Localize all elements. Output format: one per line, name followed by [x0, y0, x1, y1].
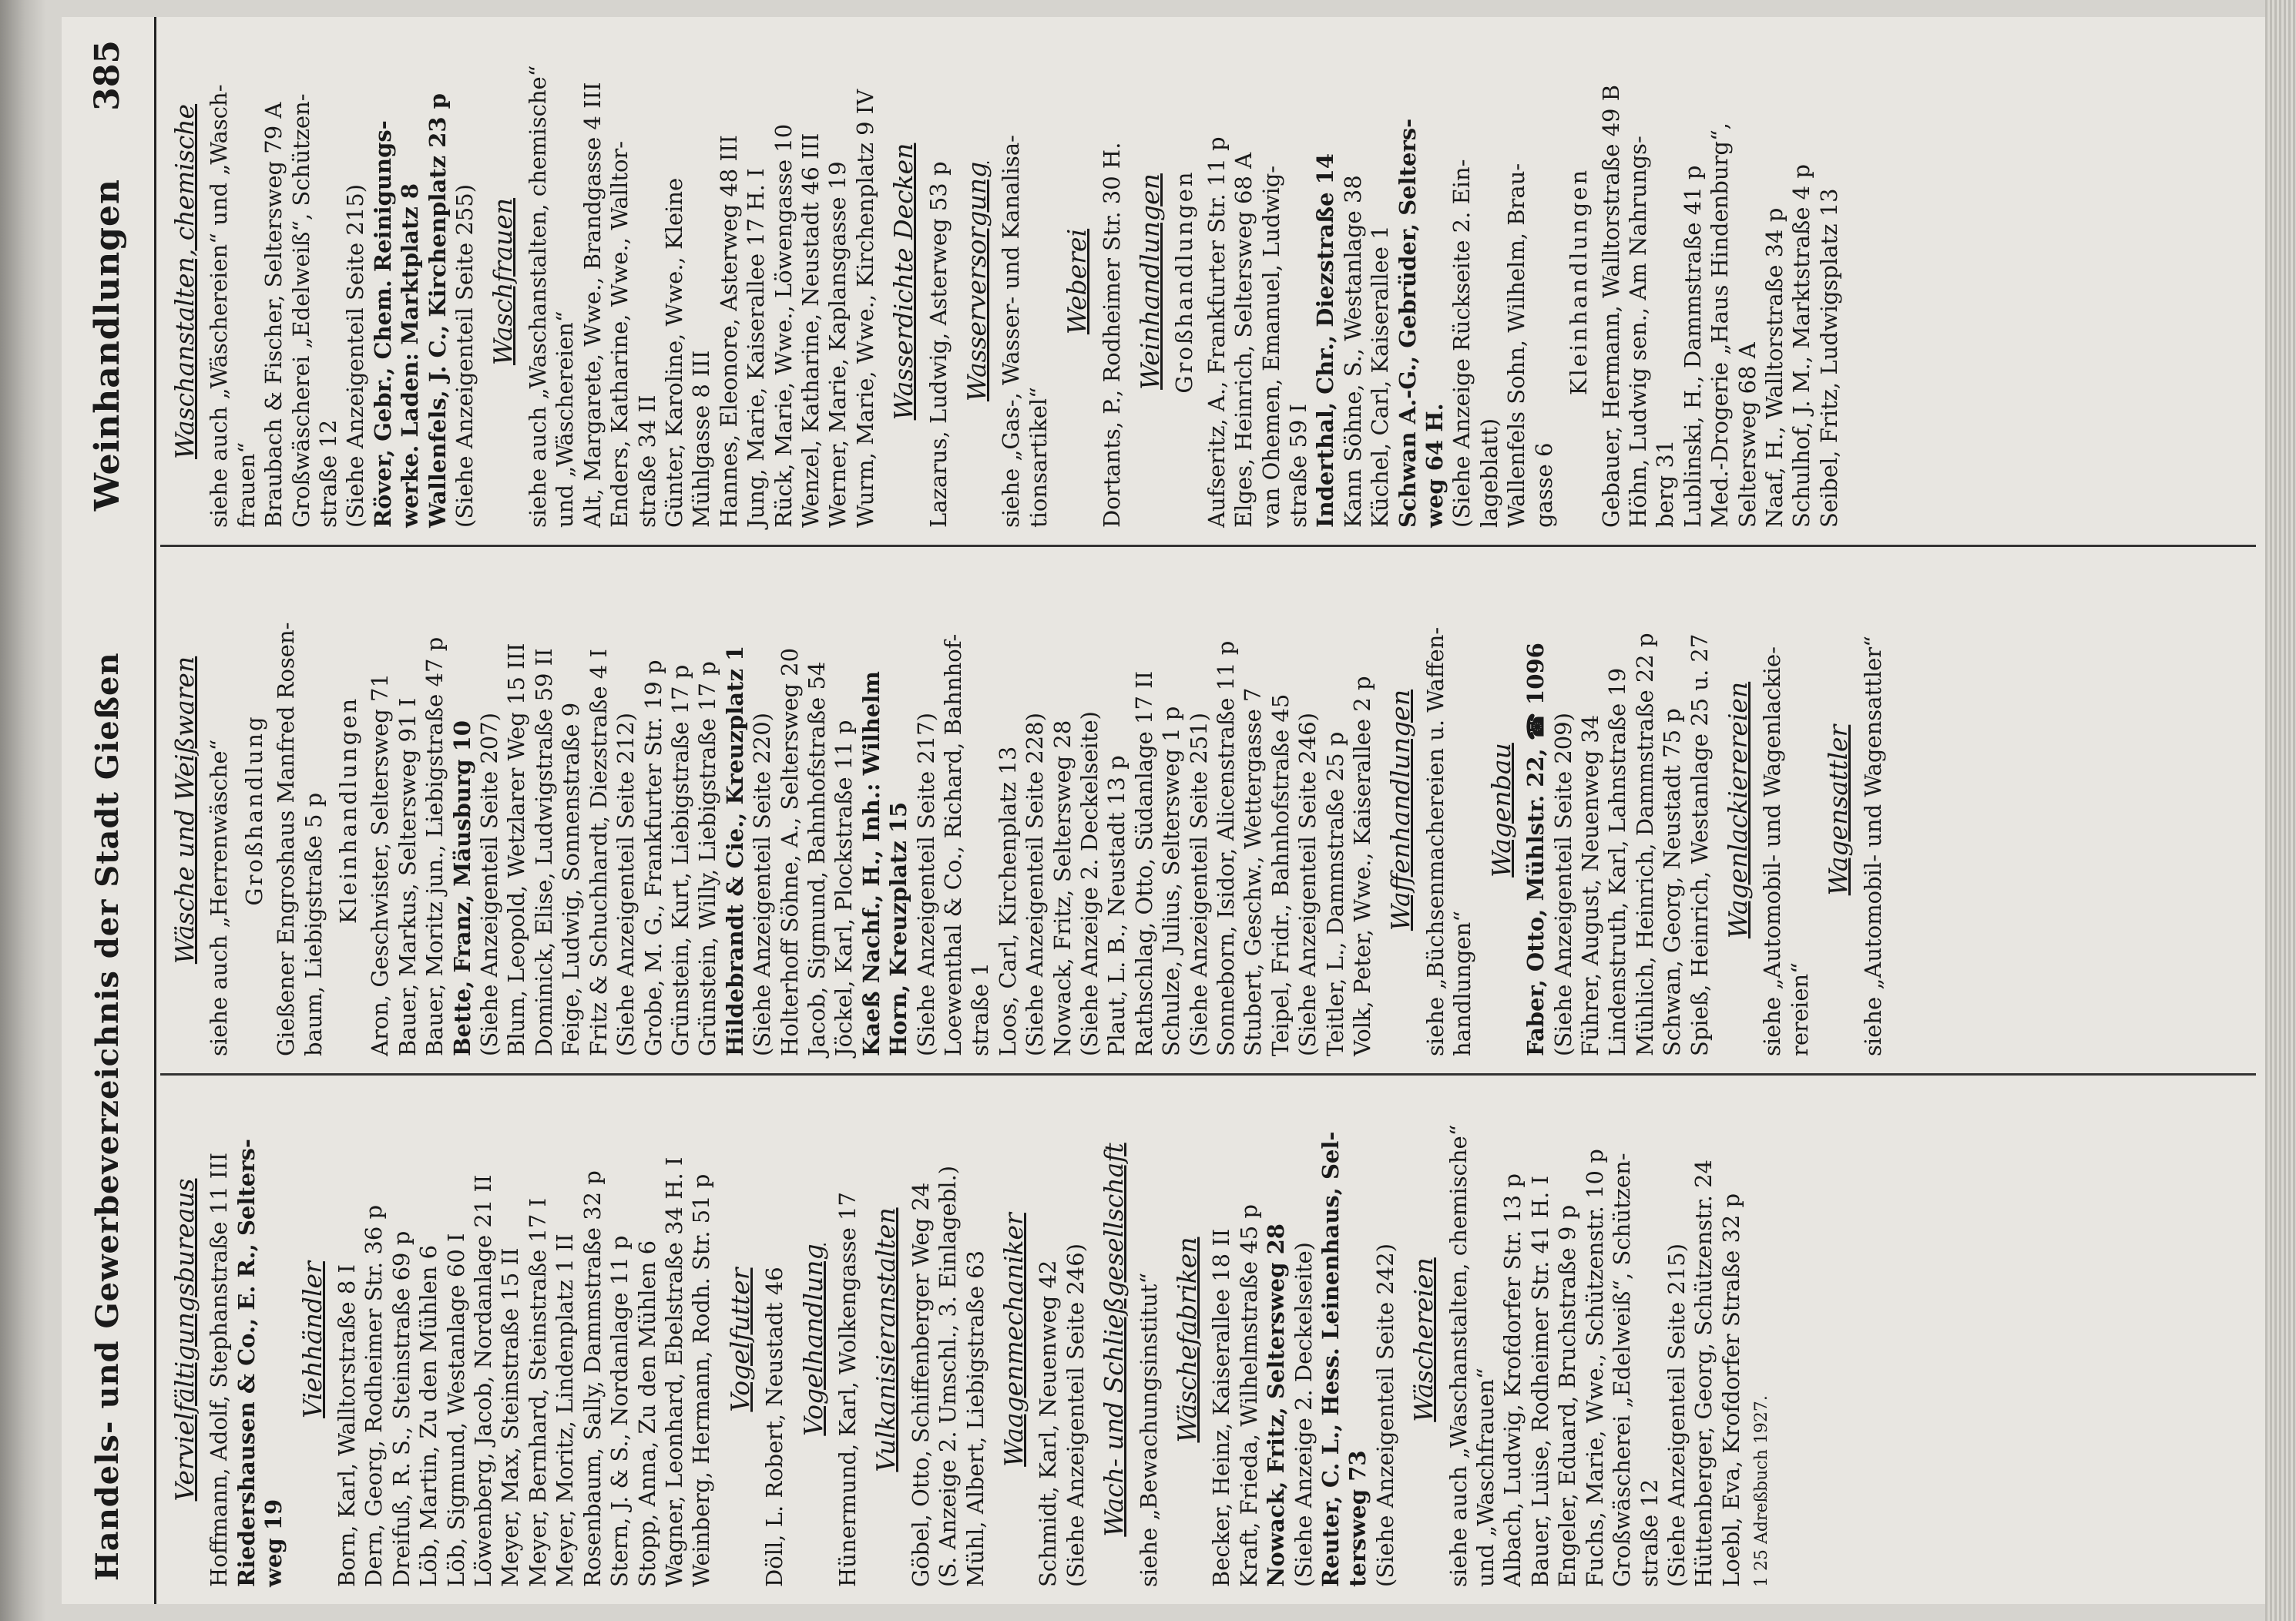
directory-entry: Mühl, Albert, Liebigstraße 63 — [962, 1250, 989, 1587]
section-heading: Weberei — [1062, 228, 1093, 335]
section-heading: Viehhändler — [297, 1261, 327, 1418]
directory-entry: Rathschlag, Otto, Südanlage 17 II — [1130, 670, 1157, 1056]
directory-entry: Schulze, Julius, Seltersweg 1 p — [1158, 706, 1185, 1056]
directory-entry: Mühlich, Heinrich, Dammstraße 22 p — [1631, 633, 1658, 1056]
directory-entry: Grünstein, Kurt, Liebigstraße 17 p — [666, 664, 693, 1056]
directory-entry: Mühlgasse 8 III — [688, 350, 715, 528]
directory-entry: (Siehe Anzeigenteil Seite 209) — [1549, 712, 1576, 1056]
directory-entry: (Siehe Anzeigenteil Seite 207) — [476, 712, 503, 1056]
section-heading: Wäschereien — [1408, 1257, 1439, 1422]
directory-entry-bold: Riedershausen & Co., E. R., Selters- — [233, 1139, 260, 1587]
directory-entry-bold: Nowack, Fritz, Seltersweg 28 — [1263, 1223, 1290, 1587]
subsection-heading: Kleinhandlungen — [1566, 167, 1593, 396]
column-2 — [160, 547, 2256, 1076]
directory-entry: Feige, Ludwig, Sonnenstraße 9 — [558, 702, 585, 1056]
directory-entry: Großwäscherei „Edelweiß“, Schützen- — [287, 93, 314, 528]
directory-entry: van Ohemen, Emanuel, Ludwig- — [1257, 165, 1284, 528]
cross-reference: siehe „Automobil- und Wagensattler“ — [1859, 636, 1886, 1056]
directory-entry-bold: werke. Laden: Marktplatz 8 — [397, 183, 424, 528]
directory-entry: Naaf, H., Walltorstraße 34 p — [1761, 207, 1787, 528]
directory-entry: Döll, L. Robert, Neustadt 46 — [761, 1267, 788, 1587]
section-heading: Wäschefabriken — [1172, 1237, 1202, 1443]
directory-entry: Teitler, L., Dammstraße 25 p — [1321, 731, 1348, 1056]
directory-entry: Seltersweg 68 A — [1734, 342, 1761, 528]
directory-entry: Holterhoff Söhne, A., Seltersweg 20 — [776, 647, 803, 1056]
cross-reference: frauen“ — [233, 441, 260, 528]
directory-entry-bold: Bette, Franz, Mäusburg 10 — [448, 720, 475, 1056]
directory-entry: Lindenstruth, Karl, Lahnstraße 19 — [1604, 667, 1631, 1056]
directory-entry-bold: Reuter, C. L., Hess. Leinenhaus, Sel- — [1318, 1131, 1344, 1587]
directory-entry: Loos, Carl, Kirchenplatz 13 — [994, 746, 1021, 1056]
directory-entry-bold: Hildebrandt & Cie., Kreuzplatz 1 — [721, 645, 748, 1056]
directory-entry: Hoffmann, Adolf, Stephanstraße 11 III — [206, 1152, 233, 1587]
directory-entry: (Siehe Anzeige 2. Deckelseite) — [1290, 1242, 1317, 1587]
directory-entry: Braubach & Fischer, Seltersweg 79 A — [260, 102, 287, 528]
page-header — [62, 17, 156, 1604]
directory-entry: Meyer, Moritz, Lindenplatz 1 II — [552, 1233, 579, 1587]
directory-entry: Dreifuß, R. S., Steinstraße 69 p — [388, 1230, 415, 1587]
directory-entry: Göbel, Otto, Schiffenberger Weg 24 — [907, 1182, 934, 1587]
section-heading: Wagensattler — [1823, 724, 1854, 896]
directory-entry: Jöckel, Karl, Plockstraße 11 p — [831, 720, 858, 1056]
section-heading: Waschfrauen — [488, 197, 519, 366]
subsection-heading: Großhandlungen — [1171, 169, 1198, 394]
directory-entry: Schwan, Georg, Neustadt 75 p — [1659, 708, 1686, 1056]
directory-entry: Spieß, Heinrich, Westanlage 25 u. 27 — [1686, 633, 1713, 1056]
directory-entry: Schulhof, J. M., Marktstraße 4 p — [1788, 164, 1815, 528]
directory-entry: Günter, Karoline, Wwe., Kleine — [660, 177, 687, 528]
directory-entry: Stern, J. & S., Nordanlage 11 p — [606, 1235, 633, 1587]
directory-entry: Fuchs, Marie, Wwe., Schützenstr. 10 p — [1581, 1149, 1608, 1587]
directory-entry: Dern, Georg, Rodheimer Str. 36 p — [361, 1204, 388, 1587]
cross-reference: siehe auch „Herrenwäsche“ — [206, 739, 233, 1056]
cross-reference: und „Waschfrauen“ — [1472, 1368, 1499, 1587]
cross-reference: siehe auch „Wäschereien“ und „Wasch- — [206, 84, 233, 528]
directory-entry: Med.-Drogerie „Haus Hindenburg“, — [1707, 122, 1734, 528]
directory-entry: Meyer, Bernhard, Steinstraße 17 I — [524, 1197, 551, 1587]
directory-entry: Wallenfels Sohn, Wilhelm, Brau- — [1503, 163, 1530, 528]
directory-entry: (Siehe Anzeigenteil Seite 246) — [1062, 1243, 1089, 1587]
section-heading: Weinhandlungen — [1135, 173, 1165, 390]
cross-reference: siehe „Bewachungsinstitut“ — [1135, 1272, 1162, 1587]
directory-columns — [160, 17, 2256, 1604]
directory-entry: (Siehe Anzeigenteil Seite 217) — [912, 712, 939, 1056]
directory-entry: Rück, Marie, Wwe., Löwengasse 10 — [770, 123, 797, 528]
directory-entry: Hüttenberger, Georg, Schützenstr. 24 — [1690, 1160, 1717, 1587]
directory-entry: (S. Anzeige 2. Umschl., 3. Einlagebl.) — [935, 1165, 962, 1587]
directory-entry: Bauer, Moritz jun., Liebigstraße 47 p — [421, 636, 448, 1056]
directory-entry-bold: weg 64 H. — [1422, 403, 1448, 528]
directory-entry-bold: tersweg 73 — [1344, 1450, 1371, 1587]
directory-entry-bold: Inderthal, Chr., Diezstraße 14 — [1312, 153, 1339, 528]
directory-entry: Wurm, Marie, Wwe., Kirchenplatz 9 IV — [851, 89, 878, 528]
directory-entry: Führer, August, Neuenweg 34 — [1576, 714, 1603, 1056]
page-edge — [2265, 0, 2296, 1621]
column-3 — [160, 18, 2256, 547]
directory-entry: Löb, Martin, Zu den Mühlen 6 — [415, 1244, 442, 1587]
directory-entry: Seibel, Fritz, Ludwigsplatz 13 — [1815, 188, 1842, 528]
section-heading: Wasserdichte Decken — [888, 143, 919, 421]
directory-entry: (Siehe Anzeigenteil Seite 215) — [1663, 1243, 1690, 1587]
directory-entry-bold: Schwan A.-G., Gebrüder, Selters- — [1394, 118, 1421, 528]
directory-entry: Aron, Geschwister, Seltersweg 71 — [367, 673, 394, 1056]
directory-entry: gasse 6 — [1530, 442, 1557, 528]
directory-entry: Fritz & Schuchhardt, Diezstraße 4 I — [585, 649, 612, 1056]
directory-entry: Kann Söhne, S., Westanlage 38 — [1339, 175, 1366, 528]
section-heading: Vulkanisieranstalten — [871, 1207, 901, 1472]
directory-entry: Weinberg, Hermann, Rodh. Str. 51 p — [688, 1173, 715, 1587]
directory-entry: straße 12 — [1636, 1478, 1663, 1587]
directory-entry: Stopp, Anna, Zu den Mühlen 6 — [633, 1240, 660, 1587]
directory-entry: Sonneborn, Isidor, Alicenstraße 11 p — [1213, 640, 1240, 1056]
cross-reference: siehe „Automobil- und Wagenlackie- — [1759, 646, 1786, 1056]
section-heading: Wagenlackierereien — [1722, 681, 1753, 939]
directory-entry: (Siehe Anzeigenteil Seite 228) — [1022, 712, 1049, 1056]
section-heading: Wagenbau — [1485, 743, 1516, 878]
directory-entry: lageblatt) — [1475, 418, 1502, 528]
directory-entry: Küchel, Carl, Kaiserallee 1 — [1367, 225, 1394, 528]
directory-entry: (Siehe Anzeigenteil Seite 242) — [1371, 1243, 1398, 1587]
section-heading: Waagenmechaniker — [998, 1213, 1029, 1467]
column-1 — [160, 1076, 2256, 1604]
directory-entry: Schmidt, Karl, Neuenweg 42 — [1035, 1260, 1062, 1587]
section-heading: Vervielfältigungsbureaus — [170, 1178, 200, 1502]
directory-entry: (Siehe Anzeigenteil Seite 220) — [749, 712, 776, 1056]
section-heading: Waschanstalten, chemische — [170, 103, 200, 460]
cross-reference: tionsartikel“ — [1025, 387, 1052, 528]
directory-entry: Blum, Leopold, Wetzlarer Weg 15 III — [503, 643, 530, 1056]
directory-entry-bold: weg 19 — [260, 1499, 287, 1587]
directory-entry: (Siehe Anzeigenteil Seite 255) — [451, 183, 478, 528]
directory-entry: (Siehe Anzeige Rückseite 2. Ein- — [1448, 159, 1475, 528]
directory-entry: (Siehe Anzeigenteil Seite 251) — [1185, 712, 1212, 1056]
directory-entry: Lublinski, H., Dammstraße 41 p — [1679, 165, 1706, 528]
directory-entry: Grobe, M. G., Frankfurter Str. 19 p — [639, 659, 666, 1056]
directory-entry: Volk, Peter, Wwe., Kaiserallee 2 p — [1349, 676, 1376, 1056]
directory-entry: Lazarus, Ludwig, Asterweg 53 p — [925, 161, 952, 528]
directory-entry: Rosenbaum, Sally, Dammstraße 32 p — [579, 1170, 606, 1587]
section-heading: Wach- und Schließgesellschaft — [1099, 1143, 1130, 1537]
directory-entry: Wenzel, Katharine, Neustadt 46 III — [797, 133, 824, 528]
directory-entry: straße 34 II — [633, 394, 660, 528]
directory-entry: Werner, Marie, Kaplansgasse 19 — [824, 161, 851, 528]
directory-entry: Aufseritz, A., Frankfurter Str. 11 p — [1203, 136, 1230, 528]
directory-entry-bold: Horn, Kreuzplatz 15 — [885, 801, 912, 1056]
directory-entry: Hünermund, Karl, Wolkengasse 17 — [834, 1192, 861, 1587]
directory-entry: Dortants, P., Rodheimer Str. 30 H. — [1098, 142, 1125, 528]
directory-entry: Elges, Heinrich, Seltersweg 68 A — [1230, 152, 1257, 528]
directory-entry: Teipel, Fridr., Bahnhofstraße 45 — [1267, 693, 1294, 1056]
section-heading: Vogelfutter — [724, 1267, 755, 1412]
section-heading: Vogelhandlung — [797, 1243, 828, 1436]
directory-entry: Loebl, Eva, Krofdorfer Straße 32 p — [1717, 1193, 1744, 1587]
running-title: Handels- und Gewerbeverzeichnis der Stadt Gießen — [89, 652, 126, 1581]
directory-entry: Jung, Marie, Kaiserallee 17 H. I — [743, 168, 770, 528]
directory-entry: (Siehe Anzeigenteil Seite 212) — [613, 712, 639, 1056]
directory-entry: Loewenthal & Co., Richard, Bahnhof- — [939, 633, 966, 1056]
directory-entry: berg 31 — [1652, 439, 1679, 528]
directory-entry: Kraft, Frieda, Wilhelmstraße 45 p — [1235, 1204, 1262, 1587]
directory-entry: Gießener Engroshaus Manfred Rosen- — [273, 622, 300, 1056]
directory-entry: straße 1 — [967, 962, 994, 1056]
directory-entry: Alt, Margarete, Wwe., Brandgasse 4 III — [579, 82, 606, 528]
directory-page — [62, 17, 2265, 1604]
page-number: 385 — [88, 40, 127, 111]
directory-entry: straße 12 — [315, 419, 342, 528]
directory-entry: Albach, Ludwig, Krofdorfer Str. 13 p — [1499, 1173, 1526, 1587]
directory-entry-bold: Faber, Otto, Mühlstr. 22, ☎ 1096 — [1522, 643, 1549, 1056]
directory-entry: Wagner, Leonhard, Ebelstraße 34 H. I — [660, 1156, 687, 1587]
directory-entry: Dominick, Elise, Ludwigstraße 59 II — [530, 648, 557, 1056]
directory-entry: Born, Karl, Walltorstraße 8 I — [334, 1264, 361, 1587]
directory-entry: Bauer, Markus, Seltersweg 91 I — [394, 697, 421, 1056]
directory-entry: Nowack, Fritz, Seltersweg 28 — [1049, 720, 1076, 1056]
directory-entry-bold: Röver, Gebr., Chem. Reinigungs- — [369, 120, 396, 528]
running-section: Weinhandlungen — [88, 179, 127, 512]
directory-entry: Engeler, Eduard, Bruchstraße 9 p — [1554, 1204, 1581, 1587]
directory-entry: Löwenberg, Jacob, Nordanlage 21 II — [470, 1174, 497, 1587]
directory-entry: Becker, Heinz, Kaiserallee 18 II — [1208, 1228, 1235, 1587]
cross-reference: und „Wäschereien“ — [552, 310, 579, 528]
cross-reference: siehe „Büchsenmachereien u. Waffen- — [1422, 626, 1448, 1056]
directory-entry: Hannes, Eleonore, Asterweg 48 III — [715, 135, 742, 528]
directory-entry-bold: Wallenfels, J. C., Kirchenplatz 23 p — [424, 93, 451, 528]
directory-entry: Gebauer, Hermann, Walltorstraße 49 B — [1597, 84, 1624, 528]
directory-entry: Enders, Katharine, Wwe., Walltor- — [606, 140, 633, 528]
directory-entry: Löb, Sigmund, Westanlage 60 I — [442, 1233, 469, 1587]
directory-entry: Bauer, Luise, Rodheimer Str. 41 H. I — [1526, 1176, 1553, 1587]
directory-entry: (Siehe Anzeigenteil Seite 246) — [1294, 712, 1321, 1056]
cross-reference: siehe auch „Waschanstalten, chemische“ — [1445, 1124, 1472, 1587]
directory-entry: Plaut, L. B., Neustadt 13 p — [1103, 755, 1130, 1056]
directory-entry: Höhn, Ludwig sen., Am Nahrungs- — [1624, 136, 1651, 528]
signature-mark: 1 25 Adreßbuch 1927. — [1752, 1395, 1772, 1587]
cross-reference: siehe auch „Waschanstalten, chemische“ — [524, 65, 551, 528]
directory-entry: Stubert, Geschw., Wettergasse 7 — [1240, 687, 1267, 1056]
subsection-heading: Großhandlung — [240, 714, 267, 906]
directory-entry: (Siehe Anzeigenteil Seite 215) — [342, 183, 369, 528]
directory-entry: (Siehe Anzeige 2. Deckelseite) — [1076, 711, 1103, 1056]
section-heading: Wäsche und Weißwaren — [170, 656, 200, 965]
directory-entry: Grünstein, Willy, Liebigstraße 17 p — [694, 661, 721, 1056]
cross-reference: handlungen“ — [1449, 910, 1476, 1056]
section-heading: Wasserversorgung — [961, 161, 992, 402]
book-binding — [0, 0, 46, 1621]
subsection-heading: Kleinhandlungen — [335, 696, 362, 925]
directory-entry: straße 59 I — [1285, 403, 1312, 528]
directory-entry: Meyer, Max, Steinstraße 15 II — [497, 1247, 524, 1587]
cross-reference: rereien“ — [1786, 962, 1813, 1056]
directory-entry: Jacob, Sigmund, Bahnhofstraße 54 — [803, 661, 830, 1056]
directory-entry-bold: Kaeß Nachf., H., Inh.: Wilhelm — [858, 671, 884, 1056]
directory-entry: baum, Liebigstraße 5 p — [300, 792, 327, 1056]
cross-reference: siehe „Gas-, Wasser- und Kanalisa- — [998, 135, 1025, 528]
directory-entry: Großwäscherei „Edelweiß“, Schützen- — [1609, 1153, 1636, 1587]
section-heading: Waffenhandlungen — [1385, 689, 1416, 931]
